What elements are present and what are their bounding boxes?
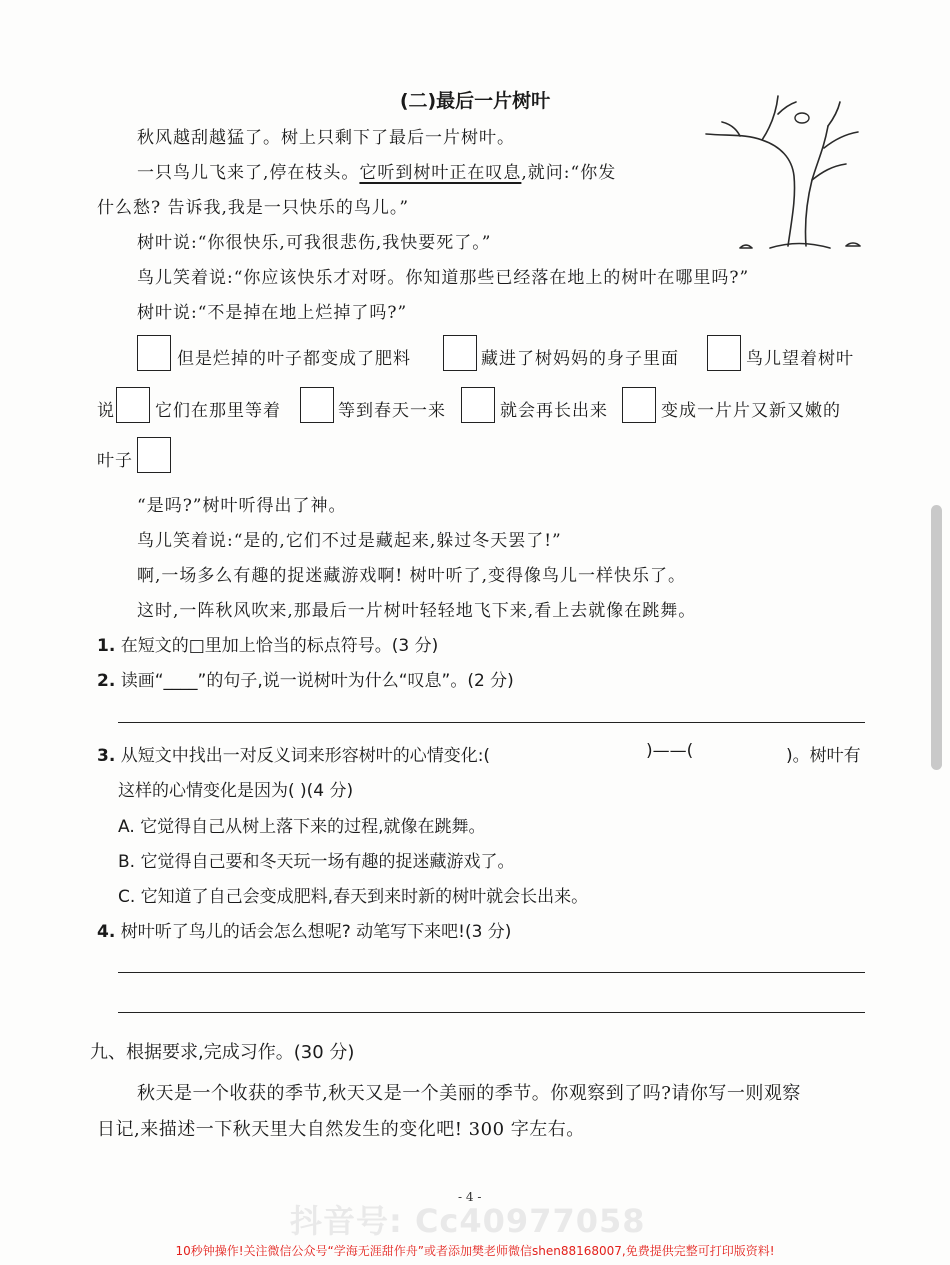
story-paragraph-2 (137, 158, 616, 183)
punctuation-box-6[interactable] (461, 387, 495, 423)
answer-line-q2[interactable] (118, 722, 865, 723)
fill-text-1a: 但是烂掉的叶子都变成了肥料 (177, 349, 411, 369)
bare-tree-illustration (700, 88, 870, 253)
fill-text-1c: 鸟儿望着树叶 (746, 349, 854, 369)
punctuation-box-8[interactable] (137, 437, 171, 473)
underlined-sentence: 它听到树叶正在叹息 (359, 163, 522, 183)
punctuation-box-4[interactable] (116, 387, 150, 423)
fill-text-2b: 它们在那里等着 (155, 401, 281, 421)
passage-title: (二)最后一片树叶 (399, 90, 551, 112)
answer-line-q4-1[interactable] (118, 972, 865, 973)
question-3-text-a: 从短文中找出一对反义词来形容树叶的心情变化:( (120, 746, 491, 766)
vertical-scrollbar[interactable] (931, 505, 942, 770)
section-9-body-line-2: 日记,来描述一下秋天里大自然发生的变化吧! 300 字左右。 (97, 1119, 585, 1140)
question-3-number: 3. (97, 746, 116, 766)
story-paragraph-9: 这时,一阵秋风吹来,那最后一片树叶轻轻地飞下来,看上去就像在跳舞。 (137, 601, 697, 621)
question-2 (97, 666, 514, 691)
question-4-number: 4. (97, 922, 116, 942)
fill-text-2d: 就会再长出来 (500, 401, 608, 421)
watermark-text: 抖音号: Cc40977058 (290, 1202, 646, 1240)
punctuation-box-5[interactable] (300, 387, 334, 423)
punctuation-box-1[interactable] (137, 335, 171, 371)
question-1 (97, 631, 438, 656)
story-p2-lead: 一只鸟儿飞来了,停在枝头。 (137, 163, 360, 183)
question-1-text: 在短文的□里加上恰当的标点符号。(3 分) (120, 636, 439, 656)
fill-text-2c: 等到春天一来 (338, 401, 446, 421)
section-9-body-line-1: 秋天是一个收获的季节,秋天又是一个美丽的季节。你观察到了吗?请你写一则观察 (137, 1083, 801, 1104)
fill-text-2e: 变成一片片又新又嫩的 (661, 401, 841, 421)
fill-text-3a: 叶子 (97, 451, 133, 471)
question-2-number: 2. (97, 671, 116, 691)
footer-promo: 10秒钟操作!关注微信公众号“学海无涯甜作舟”或者添加樊老师微信shen88168007,免费提供完整可打印版资料! (175, 1244, 775, 1258)
section-9-heading: 九、根据要求,完成习作。(30 分) (90, 1042, 355, 1063)
question-2-text: 读画“____”的句子,说一说树叶为什么“叹息”。(2 分) (120, 671, 514, 691)
punctuation-box-2[interactable] (443, 335, 477, 371)
page-number: - 4 - (458, 1190, 482, 1204)
question-3-option-b: B. 它觉得自己要和冬天玩一场有趣的捉迷藏游戏了。 (118, 852, 515, 872)
question-4 (97, 917, 511, 942)
punctuation-box-7[interactable] (622, 387, 656, 423)
story-paragraph-2-cont: 什么愁? 告诉我,我是一只快乐的鸟儿。” (97, 198, 410, 218)
question-3-option-a: A. 它觉得自己从树上落下来的过程,就像在跳舞。 (118, 817, 486, 837)
story-paragraph-5: 树叶说:“不是掉在地上烂掉了吗?” (137, 303, 408, 323)
question-3-line-1 (97, 741, 490, 766)
story-paragraph-4: 鸟儿笑着说:“你应该快乐才对呀。你知道那些已经落在地上的树叶在哪里吗?” (137, 268, 750, 288)
question-3-text-c: )。树叶有 (786, 746, 861, 766)
story-paragraph-3: 树叶说:“你很快乐,可我很悲伤,我快要死了。” (137, 233, 492, 253)
story-paragraph-7: 鸟儿笑着说:“是的,它们不过是藏起来,躲过冬天罢了!” (137, 531, 562, 551)
answer-line-q4-2[interactable] (118, 1012, 865, 1013)
punctuation-box-3[interactable] (707, 335, 741, 371)
question-3-line-2: 这样的心情变化是因为( )(4 分) (118, 781, 354, 801)
fill-text-1b: 藏进了树妈妈的身子里面 (481, 349, 679, 369)
story-p2-tail: ,就问:“你发 (521, 163, 617, 183)
question-1-number: 1. (97, 636, 116, 656)
story-paragraph-1: 秋风越刮越猛了。树上只剩下了最后一片树叶。 (137, 128, 515, 148)
question-3-text-b: )——( (646, 741, 694, 761)
story-paragraph-8: 啊,一场多么有趣的捉迷藏游戏啊! 树叶听了,变得像鸟儿一样快乐了。 (137, 566, 687, 586)
fill-text-2a: 说 (97, 401, 115, 421)
question-4-text: 树叶听了鸟儿的话会怎么想呢? 动笔写下来吧!(3 分) (120, 922, 512, 942)
story-paragraph-6: “是吗?”树叶听得出了神。 (137, 496, 347, 516)
question-3-option-c: C. 它知道了自己会变成肥料,春天到来时新的树叶就会长出来。 (118, 887, 589, 907)
